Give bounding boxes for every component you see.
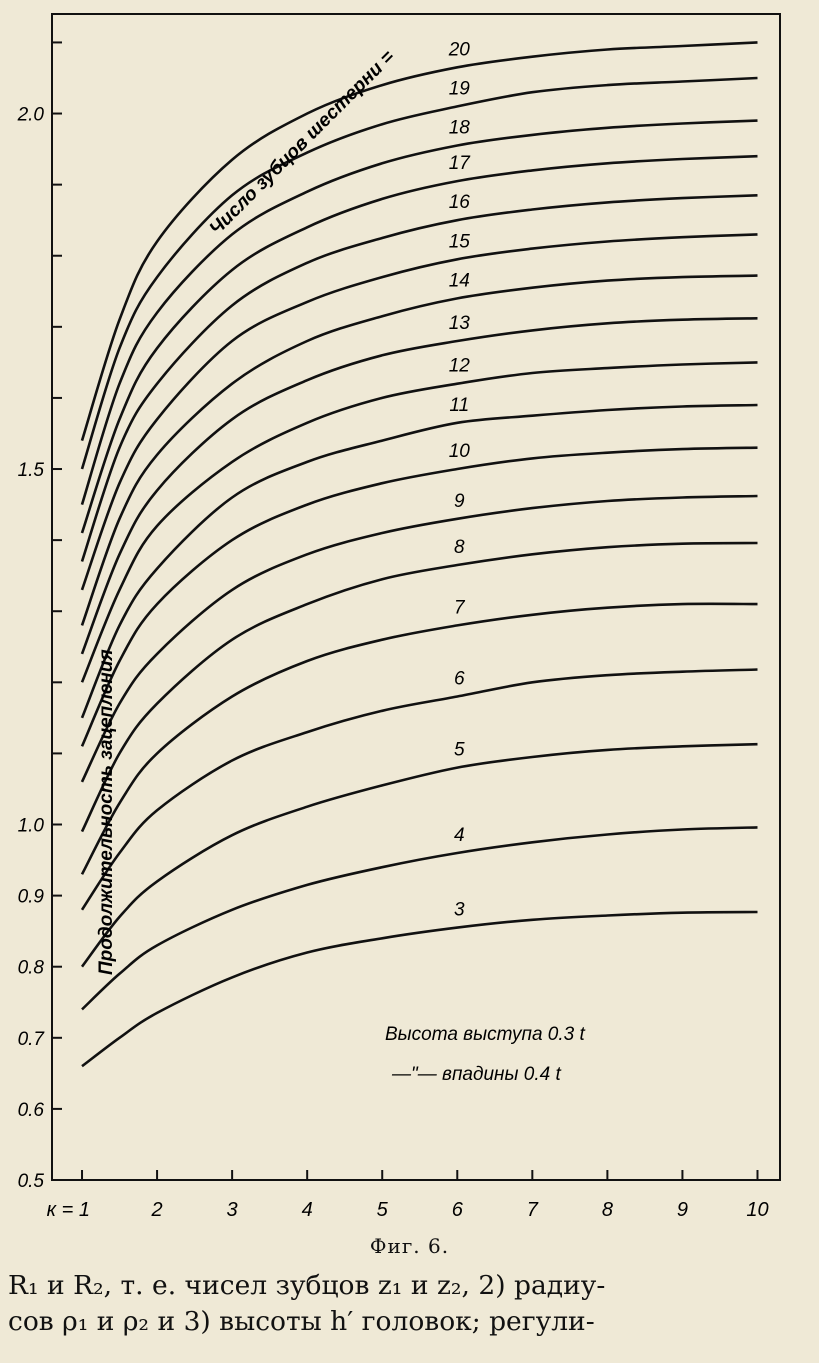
- curve-label-19: 19: [448, 78, 470, 100]
- y-tick-label: 0.7: [17, 1028, 44, 1050]
- curve-group: [82, 42, 758, 1066]
- x-tick-label: 6: [451, 1199, 463, 1221]
- curve-z-13: [82, 318, 758, 654]
- y-tick-label: 0.6: [17, 1099, 44, 1121]
- curve-label-6: 6: [453, 668, 465, 690]
- legend-line-2: —"— впадины 0.4 t: [392, 1064, 561, 1085]
- y-axis: [17, 42, 62, 1192]
- curve-z-6: [82, 670, 758, 910]
- curve-z-4: [82, 824, 758, 1009]
- curve-label-3: 3: [453, 899, 465, 921]
- curve-label-7: 7: [453, 597, 465, 619]
- curve-z-11: [82, 405, 758, 718]
- x-tick-label: 8: [601, 1199, 613, 1221]
- curve-z-20: [82, 42, 758, 440]
- x-tick-label: к = 1: [46, 1199, 91, 1221]
- x-tick-label: 2: [151, 1199, 163, 1221]
- curve-label-13: 13: [448, 313, 470, 335]
- x-axis: [47, 1170, 769, 1221]
- curves-title: Число зубцов шестерни =: [205, 46, 399, 240]
- curve-z-7: [82, 604, 758, 874]
- curve-z-19: [82, 78, 758, 469]
- x-tick-label: 5: [376, 1199, 388, 1221]
- curve-label-8: 8: [453, 537, 465, 559]
- curve-z-15: [82, 234, 758, 590]
- curve-label-20: 20: [448, 39, 470, 61]
- body-text: [8, 1268, 813, 1340]
- curve-z-12: [82, 362, 758, 682]
- x-tick-label: 7: [526, 1199, 538, 1221]
- y-tick-label: 1.0: [17, 815, 44, 837]
- legend-line-1: Высота выступа 0.3 t: [385, 1024, 585, 1045]
- curve-label-18: 18: [448, 117, 470, 139]
- y-tick-label: 1.5: [17, 460, 44, 482]
- curve-label-16: 16: [448, 192, 470, 214]
- x-tick-label: 9: [676, 1199, 688, 1221]
- curve-labels: [448, 39, 472, 920]
- curve-label-9: 9: [453, 490, 465, 512]
- x-tick-label: 4: [301, 1199, 313, 1221]
- curve-label-5: 5: [453, 739, 465, 761]
- y-tick-label: 0.5: [17, 1171, 44, 1192]
- x-tick-label: 10: [746, 1199, 769, 1221]
- curve-z-16: [82, 195, 758, 561]
- curve-label-4: 4: [453, 824, 465, 846]
- y-tick-label: 0.9: [17, 886, 44, 908]
- x-tick-label: 3: [226, 1199, 238, 1221]
- curve-label-14: 14: [448, 270, 470, 292]
- curve-z-18: [82, 121, 758, 505]
- y-tick-label: 0.8: [17, 957, 44, 979]
- curve-label-11: 11: [449, 394, 470, 416]
- body-line-2: сов ρ₁ и ρ₂ и 3) высоты h′ головок; регули-: [8, 1306, 595, 1337]
- body-line-1: R₁ и R₂, т. е. чисел зубцов z₁ и z₂, 2) радиу-: [8, 1270, 606, 1301]
- curve-z-10: [82, 448, 758, 747]
- curve-label-10: 10: [448, 441, 470, 463]
- curve-label-12: 12: [448, 355, 470, 377]
- figure-caption: Фиг. 6.: [369, 1234, 450, 1258]
- curve-z-8: [82, 543, 758, 832]
- y-axis-label: Продолжительность зацепления: [96, 649, 117, 975]
- curve-label-15: 15: [448, 231, 470, 253]
- curve-label-17: 17: [448, 153, 470, 175]
- y-tick-label: 2.0: [17, 104, 44, 126]
